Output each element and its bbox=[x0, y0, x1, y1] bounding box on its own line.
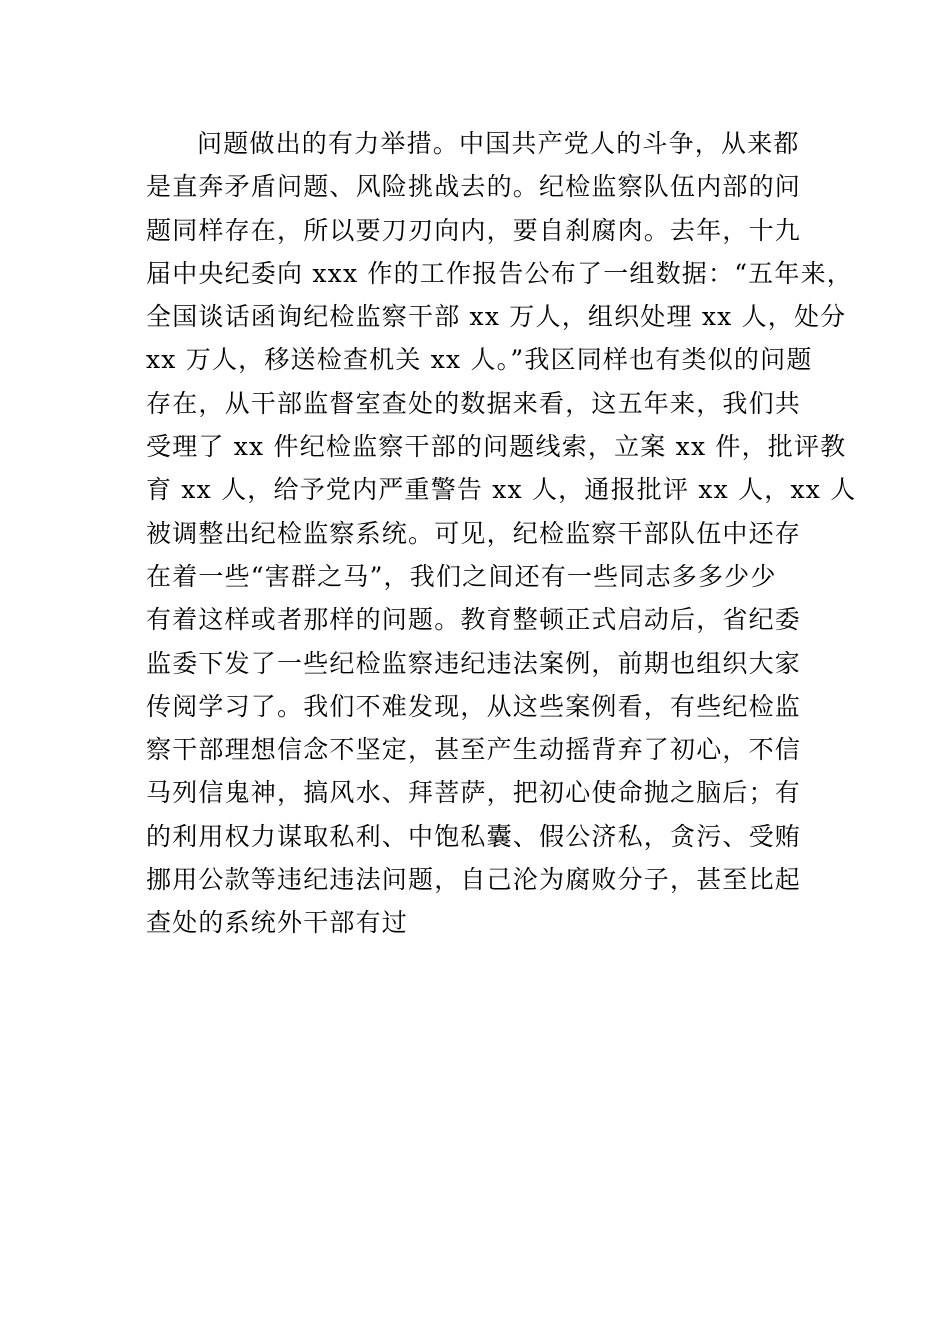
text-line: 察干部理想信念不坚定，甚至产生动摇背弃了初心，不信 bbox=[146, 735, 802, 765]
text-line: 全国谈话函询纪检监察干部 xx 万人，组织处理 xx 人，处分 bbox=[146, 302, 847, 332]
text-line: 问题做出的有力举措。中国共产党人的斗争，从来都 bbox=[197, 129, 800, 158]
text-line: 被调整出纪检监察系统。可见，纪检监察干部队伍中还存 bbox=[146, 518, 802, 548]
text-line: 是直奔矛盾问题、风险挑战去的。纪检监察队伍内部的问 bbox=[146, 172, 802, 202]
text-line: 在着一些“害群之马”，我们之间还有一些同志多多少少 bbox=[146, 561, 777, 591]
text-line: 的利用权力谋取私利、中饱私囊、假公济私，贪污、受贿 bbox=[146, 821, 802, 851]
text-line: 存在，从干部监督室查处的数据来看，这五年来，我们共 bbox=[146, 388, 802, 418]
body-paragraph bbox=[146, 122, 857, 945]
text-line: 监委下发了一些纪检监察违纪违法案例，前期也组织大家 bbox=[146, 648, 802, 678]
text-line: 届中央纪委向 xxx 作的工作报告公布了一组数据：“五年来， bbox=[146, 258, 853, 288]
text-line: 题同样存在，所以要刀刃向内，要自刹腐肉。去年，十九 bbox=[146, 215, 802, 245]
text-line: 查处的系统外干部有过 bbox=[146, 908, 409, 938]
text-line: 育 xx 人，给予党内严重警告 xx 人，通报批评 xx 人，xx 人 bbox=[146, 475, 857, 505]
text-line: 传阅学习了。我们不难发现，从这些案例看，有些纪检监 bbox=[146, 691, 802, 721]
text-line: 挪用公款等违纪违法问题，自己沦为腐败分子，甚至比起 bbox=[146, 865, 802, 895]
text-line: 有着这样或者那样的问题。教育整顿正式启动后，省纪委 bbox=[146, 605, 802, 635]
text-line: 受理了 xx 件纪检监察干部的问题线索，立案 xx 件，批评教 bbox=[146, 432, 847, 462]
text-line: xx 万人，移送检查机关 xx 人。”我区同样也有类似的问题 bbox=[146, 345, 813, 375]
text-line: 马列信鬼神，搞风水、拜菩萨，把初心使命抛之脑后；有 bbox=[146, 778, 802, 808]
